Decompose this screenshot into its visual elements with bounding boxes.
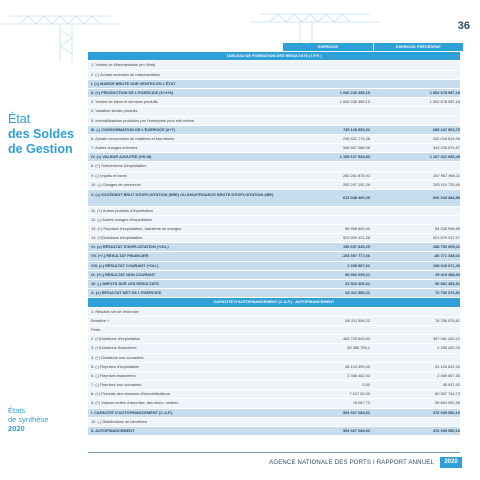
footer-divider: [88, 452, 460, 453]
row-value-previous: 188 790 005,41: [432, 244, 460, 250]
table-row: [88, 335, 460, 344]
row-value-current: [283, 326, 373, 334]
row-value-previous: 443 228 879,67: [432, 145, 460, 151]
financial-table: [88, 43, 460, 436]
row-label: 8. (+) Subventions d'exploitation: [91, 163, 147, 169]
row-value-previous: [373, 216, 463, 224]
page-number: 36: [457, 20, 470, 32]
row-label: 6. Achats consommés de matières et fournitures: [91, 135, 175, 141]
row-value-previous: 60 397 744,73: [435, 391, 460, 397]
row-value-previous: 501 579 912,27: [432, 235, 460, 241]
section-header-label: CAPACITÉ D'AUTOFINANCEMENT (C.A.F.) - AUTOFINANCEMENT: [213, 299, 335, 305]
row-label: 3. Ventes de biens et services produits: [91, 99, 158, 105]
table-row: [88, 252, 460, 261]
table-row: [88, 280, 460, 289]
row-value-current: 523 909 421,28: [342, 235, 370, 241]
section-title: [8, 112, 74, 157]
row-label: 7. Autres charges externes: [91, 145, 138, 151]
row-value-previous: 1 167 431 083,45: [429, 154, 460, 160]
row-label: I. (=) MARGE BRUTE SUR VENTES EN L'ÉTAT: [91, 80, 176, 86]
table-row: [88, 363, 460, 372]
row-label: II. AUTOFINANCEMENT: [91, 428, 135, 433]
row-value-current: 0,00: [362, 382, 370, 388]
footer-year-badge: 2020: [440, 457, 462, 468]
row-label: VII. (+/-) RÉSULTAT FINANCIER: [91, 253, 149, 259]
table-row: [88, 107, 460, 116]
row-value-current: [283, 162, 373, 170]
row-value-previous: 293 119 733,49: [433, 181, 460, 187]
row-value-current: 7 917 00,00: [349, 391, 370, 397]
table-row: [88, 344, 460, 353]
row-value-current: [283, 308, 373, 316]
row-value-current: 2 239 867,62: [347, 262, 370, 268]
row-value-previous: [373, 61, 463, 69]
table-row: [88, 207, 460, 216]
table-row: [88, 98, 460, 107]
row-label: 4. (+) Dotations non courantes: [91, 354, 144, 360]
row-value-previous: 108 018 671,40: [432, 262, 460, 268]
row-label: V. (=) EXCÉDENT BRUT D'EXPLOITATION (EBE) OU INSUFFISANCE BRUTE D'EXPLOITATION (IBE): [91, 191, 274, 197]
row-value-current: 1 940 236 385,15: [339, 99, 370, 105]
row-label: 1. Ventes de Marchandises (en l'état): [91, 62, 156, 68]
table-row: [88, 190, 460, 207]
row-label: 14. (+)Dotations d'exploitation: [91, 235, 143, 241]
table-row: [88, 399, 460, 408]
row-value-previous: 476 905 580,16: [432, 428, 460, 433]
row-value-previous: [373, 326, 463, 334]
row-value-previous: 1 852 678 587,18: [429, 99, 460, 105]
row-value-previous: 59 684 092,35: [435, 400, 460, 406]
table-row: [88, 80, 460, 89]
row-value-current: 2 365 482,03: [347, 372, 370, 378]
table-section-header: [88, 52, 460, 61]
row-value-previous: [373, 354, 463, 362]
footer-text: AGENCE NATIONALE DES PORTS I RAPPORT ANNUEL: [269, 460, 434, 466]
row-value-previous: 56 681 483,51: [435, 281, 460, 286]
row-value-previous: 76 756 576,81: [435, 290, 460, 296]
row-value-previous: [373, 308, 463, 316]
row-value-current: 155 637 645,25: [342, 244, 370, 250]
row-value-current: 289 261 875,91: [342, 172, 370, 178]
row-value-current: 46 103 499,40: [345, 363, 370, 369]
row-label: 9. (+) Valeurs nettes d'amortiss. des immo. cédées: [91, 400, 179, 406]
row-label: Bénéfice +: [91, 317, 110, 323]
row-label: 13. (+) Reprises d'exploitation, transferts de charges: [91, 225, 182, 231]
row-label: II. (+) PRODUCTION DE L'EXERCICE (3+4+5): [91, 89, 173, 95]
table-row: [88, 271, 460, 280]
row-value-previous: 25 419 388,92: [435, 271, 460, 277]
row-label: 3. (+)Dotations financières: [91, 345, 137, 351]
table-row: [88, 181, 460, 190]
row-label: 2. (+)Dotations d'exploitation: [91, 336, 141, 342]
chapter-label: [8, 406, 48, 433]
row-label: 1. Résultat net de l'exercice: [91, 308, 139, 314]
row-value-previous: 476 905 580,16: [432, 409, 460, 415]
table-row: [88, 354, 460, 363]
table-row: [88, 71, 460, 80]
row-value-previous: 45 937,92: [442, 382, 460, 388]
row-value-previous: 51 126 812,34: [435, 363, 460, 369]
row-value-current: [283, 107, 373, 115]
table-row: [88, 372, 460, 381]
row-value-current: [283, 418, 373, 426]
row-value-previous: -80 771 338,01: [433, 253, 460, 259]
row-value-current: 66 311 556,22: [345, 317, 370, 323]
footer: [0, 452, 480, 480]
row-value-current: [283, 216, 373, 224]
table-body: [88, 52, 460, 436]
row-label: 2. (-) Achats revendus de marchandises: [91, 71, 160, 77]
table-row: [88, 216, 460, 225]
table-row: [88, 243, 460, 252]
row-value-current: [283, 117, 373, 125]
row-value-current: -153 397 777,66: [341, 253, 370, 259]
row-value-previous: 2 265 462,03: [437, 345, 460, 351]
table-row: [88, 289, 460, 298]
chapter-label-line1: États: [8, 406, 26, 415]
table-row: [88, 153, 460, 162]
table-row: [88, 172, 460, 181]
row-value-current: 1 940 236 385,15: [339, 89, 370, 95]
row-value-current: 508 607 086,06: [342, 145, 370, 151]
table-header: [88, 43, 460, 52]
row-label: Perte -: [91, 326, 103, 332]
table-row: [88, 135, 460, 144]
row-label: 10. (-) Distributions de bénéfices: [91, 418, 148, 424]
row-value-current: 483 703 503,63: [342, 336, 370, 342]
row-value-previous: 685 247 503,75: [432, 126, 460, 132]
table-row: [88, 390, 460, 399]
row-value-previous: [373, 107, 463, 115]
table-row: [88, 126, 460, 135]
table-row: [88, 409, 460, 418]
row-label: 9. (-) Impôts et taxes: [91, 172, 127, 178]
table-row: [88, 326, 460, 335]
row-value-previous: [373, 418, 463, 426]
row-label: I. CAPACITÉ D'AUTOFINANCEMENT (C.A.F.): [91, 409, 173, 415]
row-label: 12. (-) Autres charges d'exploitation: [91, 216, 153, 222]
row-value-current: [283, 61, 373, 69]
row-value-previous: 84 036 596,85: [435, 225, 460, 231]
row-value-previous: [373, 80, 463, 88]
row-value-previous: [373, 117, 463, 125]
row-value-previous: 606 343 384,85: [432, 195, 460, 200]
row-value-previous: 1 852 678 587,18: [429, 89, 460, 95]
section-title-line1: État: [8, 112, 31, 126]
row-value-previous: 457 081 420,21: [432, 336, 460, 342]
row-value-previous: [373, 207, 463, 215]
row-value-current: 292 297 192,29: [342, 181, 370, 187]
row-value-current: [283, 207, 373, 215]
column-header-previous: EXERCICE PRÉCÉDENT: [373, 43, 463, 51]
section-title-line2: des Soldes: [8, 127, 74, 141]
row-label: 5. (-) Reprises d'exploitation: [91, 363, 140, 369]
table-row: [88, 89, 460, 98]
row-value-current: 96 592 095,21: [345, 271, 370, 277]
table-row: [88, 162, 460, 171]
table-row: [88, 262, 460, 271]
row-label: 10. (-) IMPOTS SUR LES RÉSULTATS: [91, 281, 159, 286]
row-value-current: [283, 80, 373, 88]
row-value-current: 65 998 600,40: [345, 225, 370, 231]
table-row: [88, 418, 460, 427]
row-value-current: 78 087,70: [352, 400, 370, 406]
row-label: IV. (=) VALEUR AJOUTÉE (I+II-III): [91, 154, 152, 160]
table-row: [88, 381, 460, 390]
row-label: 10. (-) Charges de personnel: [91, 181, 141, 187]
table-row: [88, 427, 460, 436]
row-value-previous: 2 459 667,35: [437, 372, 460, 378]
section-title-line3: de Gestion: [8, 142, 73, 156]
column-header-current: EXERCICE: [283, 43, 373, 51]
row-label: VI. (=) RÉSULTAT D'EXPLOITATION (+OU-): [91, 244, 169, 250]
row-value-previous: [373, 71, 463, 79]
row-value-current: 85 386 759,1: [347, 345, 370, 351]
row-value-current: 745 128 853,32: [342, 126, 370, 132]
row-value-current: 613 548 466,05: [342, 195, 370, 200]
row-label: X. (=) RÉSULTAT NET DE L'EXERCICE: [91, 290, 162, 296]
row-label: 4. Variation stocks produits: [91, 108, 138, 114]
table-row: [88, 308, 460, 317]
table-row: [88, 144, 460, 153]
row-label: IX. (+/-) RÉSULTAT NON COURANT: [91, 271, 156, 277]
row-value-current: [283, 71, 373, 79]
table-row: [88, 317, 460, 326]
chapter-label-line2: de synthèse: [8, 415, 49, 424]
row-label: VIII. (=) RÉSULTAT COURANT (+OU-): [91, 262, 159, 268]
table-row: [88, 61, 460, 70]
row-value-current: 594 927 084,62: [342, 428, 370, 433]
row-value-previous: [373, 162, 463, 170]
table-section-header: [88, 298, 460, 307]
table-row: [88, 234, 460, 243]
row-label: 7. (-) Reprises non courantes: [91, 382, 142, 388]
row-value-current: 594 927 084,62: [342, 409, 370, 415]
row-label: III. (-) CONSOMMATION DE L'EXERCICE (6+7): [91, 126, 175, 132]
row-label: 8. (+) Produits des cessions d'immobilisations: [91, 391, 170, 397]
row-value-current: 1 195 107 534,83: [339, 154, 370, 160]
chapter-label-line3: 2020: [8, 424, 25, 433]
row-value-previous: 76 756 576,81: [435, 317, 460, 323]
row-label: 11. (+) Autres produits d'exploitation: [91, 207, 153, 213]
row-label: 6. (-) Reprises financières: [91, 372, 136, 378]
row-value-current: 32 520 406,61: [345, 281, 370, 286]
table-row: [88, 117, 460, 126]
row-value-current: [283, 354, 373, 362]
table-row: [88, 225, 460, 234]
row-value-current: 236 521 774,26: [342, 135, 370, 141]
row-value-current: 66 311 556,22: [345, 290, 370, 296]
row-value-previous: 242 018 624,06: [432, 135, 460, 141]
row-label: 5. Immobilisations produites par l'entreprise pour elle-même: [91, 117, 195, 123]
row-value-previous: 267 967 965,11: [433, 172, 460, 178]
section-header-label: TABLEAU DE FORMATION DES RÉSULTATS (T.F.R ): [226, 53, 322, 59]
